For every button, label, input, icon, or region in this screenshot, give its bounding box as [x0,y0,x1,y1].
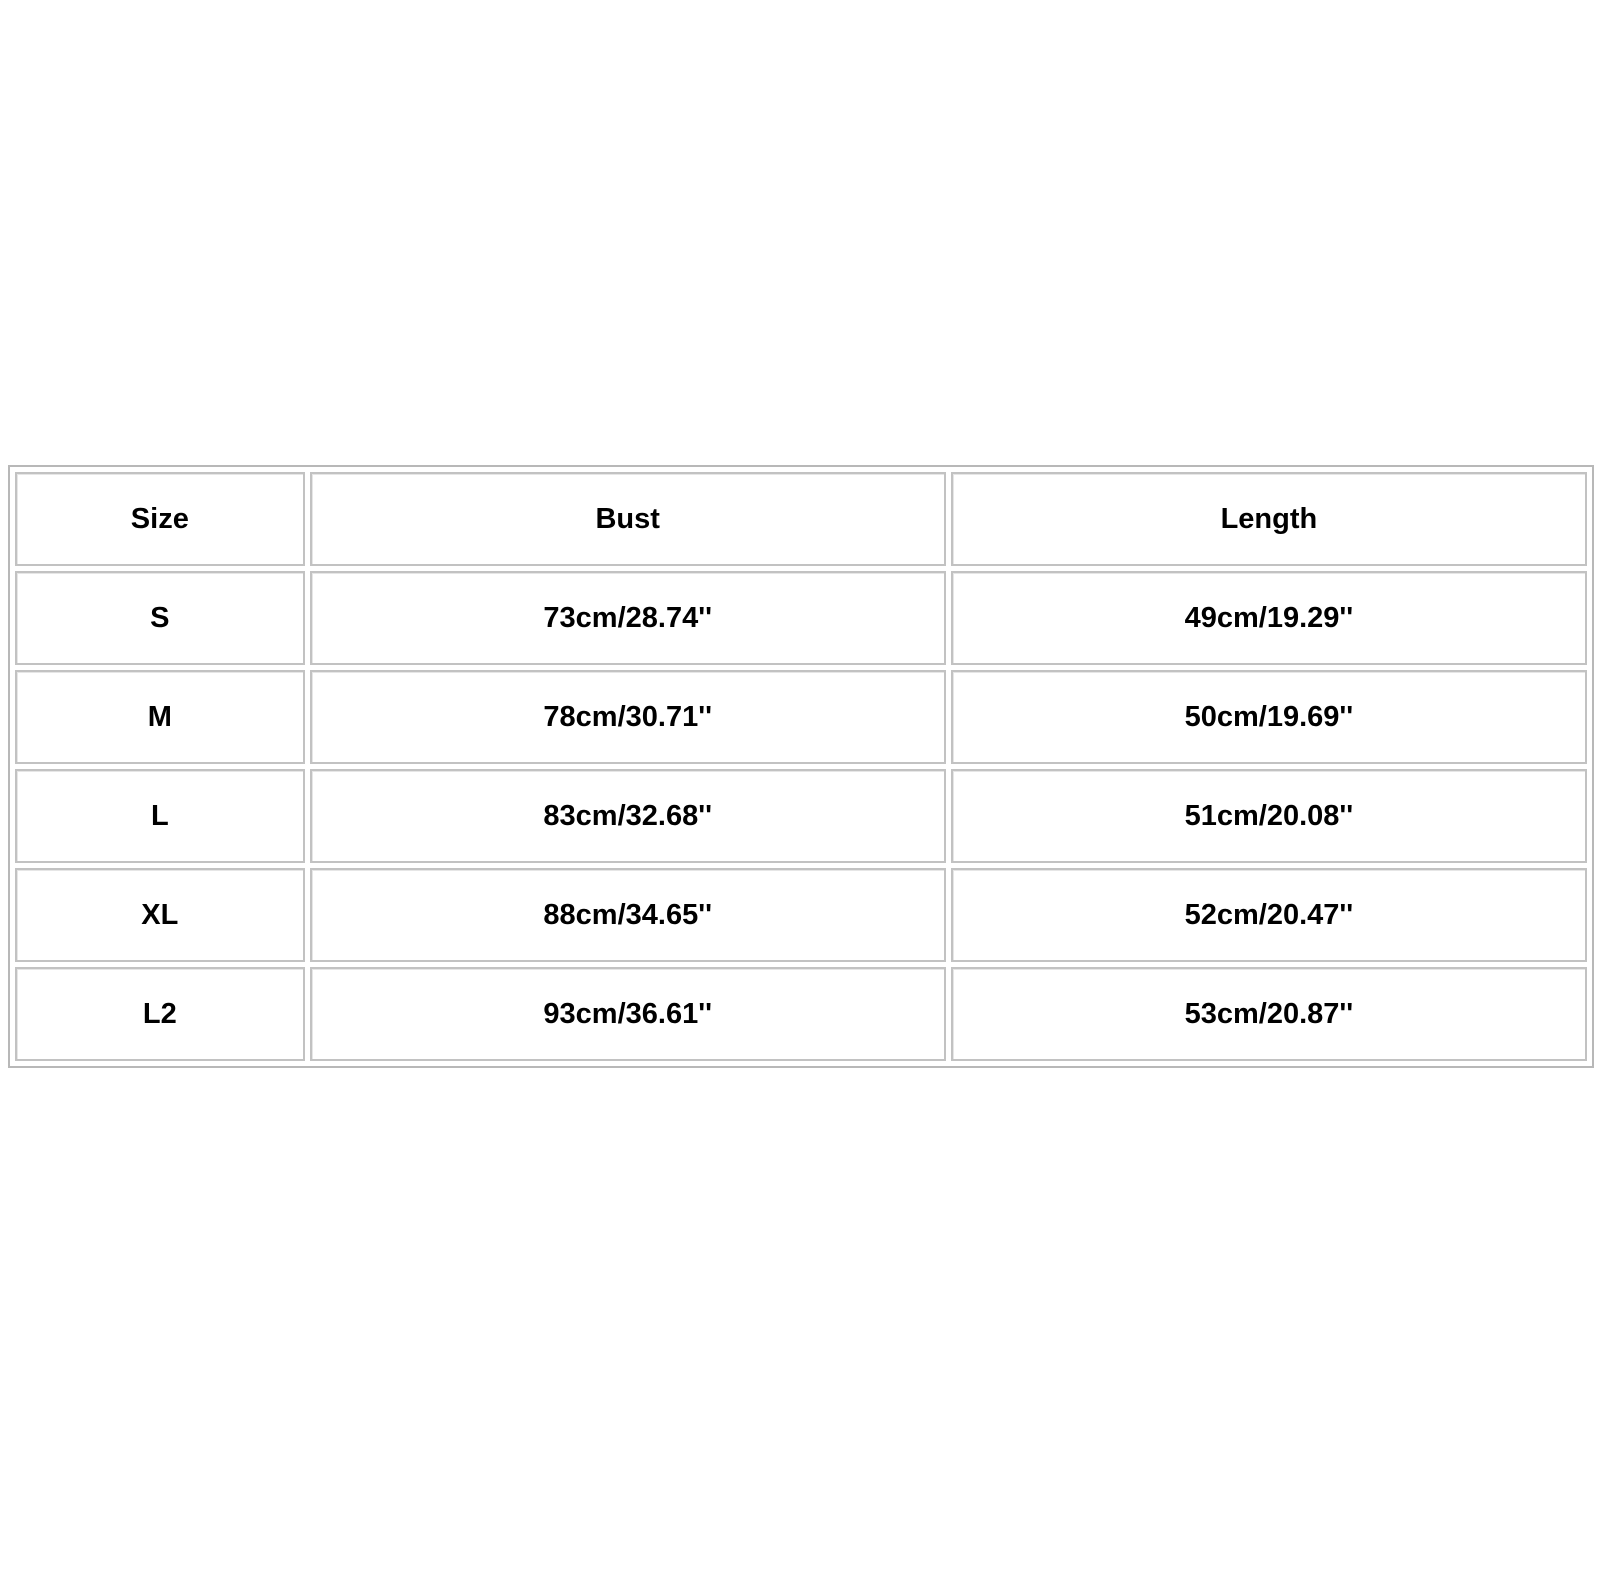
length-cell: 51cm/20.08'' [951,769,1587,863]
table-header-row [15,472,1587,566]
size-cell: L2 [15,967,305,1061]
bust-cell: 78cm/30.71'' [310,670,946,764]
size-chart-table [8,465,1594,1068]
header-bust: Bust [310,472,946,566]
table-row [15,868,1587,962]
length-cell: 52cm/20.47'' [951,868,1587,962]
header-size: Size [15,472,305,566]
size-cell: XL [15,868,305,962]
size-cell: L [15,769,305,863]
table-row [15,571,1587,665]
bust-cell: 83cm/32.68'' [310,769,946,863]
length-cell: 53cm/20.87'' [951,967,1587,1061]
bust-cell: 88cm/34.65'' [310,868,946,962]
header-length: Length [951,472,1587,566]
length-cell: 50cm/19.69'' [951,670,1587,764]
length-cell: 49cm/19.29'' [951,571,1587,665]
bust-cell: 93cm/36.61'' [310,967,946,1061]
table-row [15,670,1587,764]
size-cell: S [15,571,305,665]
table-row [15,967,1587,1061]
bust-cell: 73cm/28.74'' [310,571,946,665]
size-cell: M [15,670,305,764]
table-row [15,769,1587,863]
